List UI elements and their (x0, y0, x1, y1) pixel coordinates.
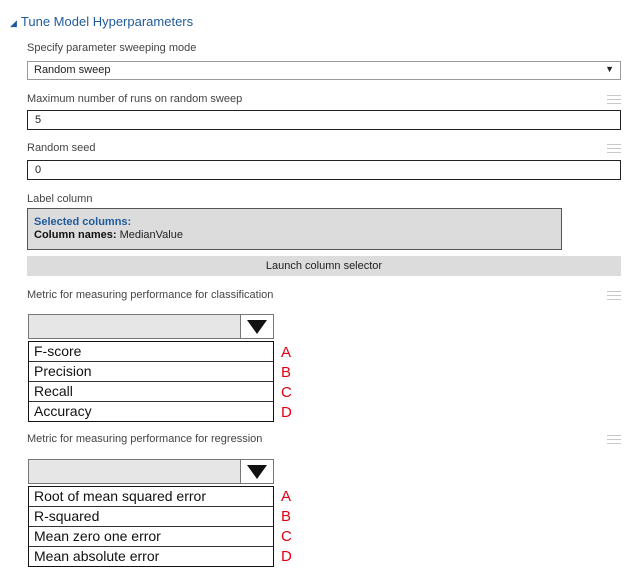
regression-options-list (28, 486, 274, 567)
sweep-mode-label: Specify parameter sweeping mode (27, 42, 197, 54)
regression-option[interactable]: Root of mean squared error (29, 487, 273, 507)
selected-columns-heading: Selected columns: (34, 216, 132, 228)
regression-option[interactable]: R-squared (29, 507, 273, 527)
label-column-label: Label column (27, 193, 93, 205)
section-header[interactable] (10, 14, 193, 29)
classification-option[interactable]: F-score (29, 342, 273, 362)
sweep-mode-value: Random sweep (34, 64, 111, 76)
regression-option[interactable]: Mean absolute error (34, 548, 160, 564)
answer-letter: B (281, 508, 292, 525)
answer-letter: D (281, 404, 292, 421)
section-title: Tune Model Hyperparameters (20, 14, 194, 29)
collapse-triangle-icon[interactable]: ◢ (10, 18, 17, 28)
selected-columns-box (27, 208, 562, 250)
classification-answer-letters (281, 343, 292, 423)
drag-handle-icon[interactable] (607, 435, 621, 444)
regression-metric-label: Metric for measuring performance for regression (27, 433, 263, 445)
dropdown-arrow-icon: ▼ (605, 64, 614, 74)
answer-letter: C (281, 384, 292, 401)
classification-metric-dropdown[interactable] (28, 314, 274, 339)
drag-handle-icon[interactable] (607, 291, 621, 300)
max-runs-input[interactable]: 5 (27, 110, 621, 130)
launch-column-selector-button[interactable]: Launch column selector (27, 256, 621, 276)
classification-metric-label: Metric for measuring performance for classification (27, 289, 274, 301)
answer-letter: A (281, 488, 292, 505)
answer-letter: D (281, 548, 292, 565)
dropdown-arrow-icon (247, 465, 267, 479)
classification-option[interactable]: Recall (29, 382, 273, 402)
column-names-value: MedianValue (119, 229, 183, 241)
dropdown-button[interactable] (240, 460, 273, 483)
dropdown-arrow-icon (247, 320, 267, 334)
drag-handle-icon[interactable] (607, 144, 621, 153)
random-seed-input[interactable]: 0 (27, 160, 621, 180)
answer-letter: A (281, 344, 292, 361)
regression-metric-dropdown[interactable] (28, 459, 274, 484)
classification-option[interactable]: Accuracy (34, 403, 92, 419)
classification-options-list (28, 341, 274, 422)
answer-letter: C (281, 528, 292, 545)
dropdown-button[interactable] (240, 315, 273, 338)
max-runs-label: Maximum number of runs on random sweep (27, 93, 243, 105)
sweep-mode-select[interactable] (27, 61, 621, 80)
random-seed-label: Random seed (27, 142, 96, 154)
column-names-label: Column names: (34, 229, 117, 241)
regression-option[interactable]: Mean zero one error (29, 527, 273, 547)
answer-letter: B (281, 364, 292, 381)
regression-answer-letters (281, 487, 292, 567)
classification-option[interactable]: Precision (29, 362, 273, 382)
drag-handle-icon[interactable] (607, 95, 621, 104)
